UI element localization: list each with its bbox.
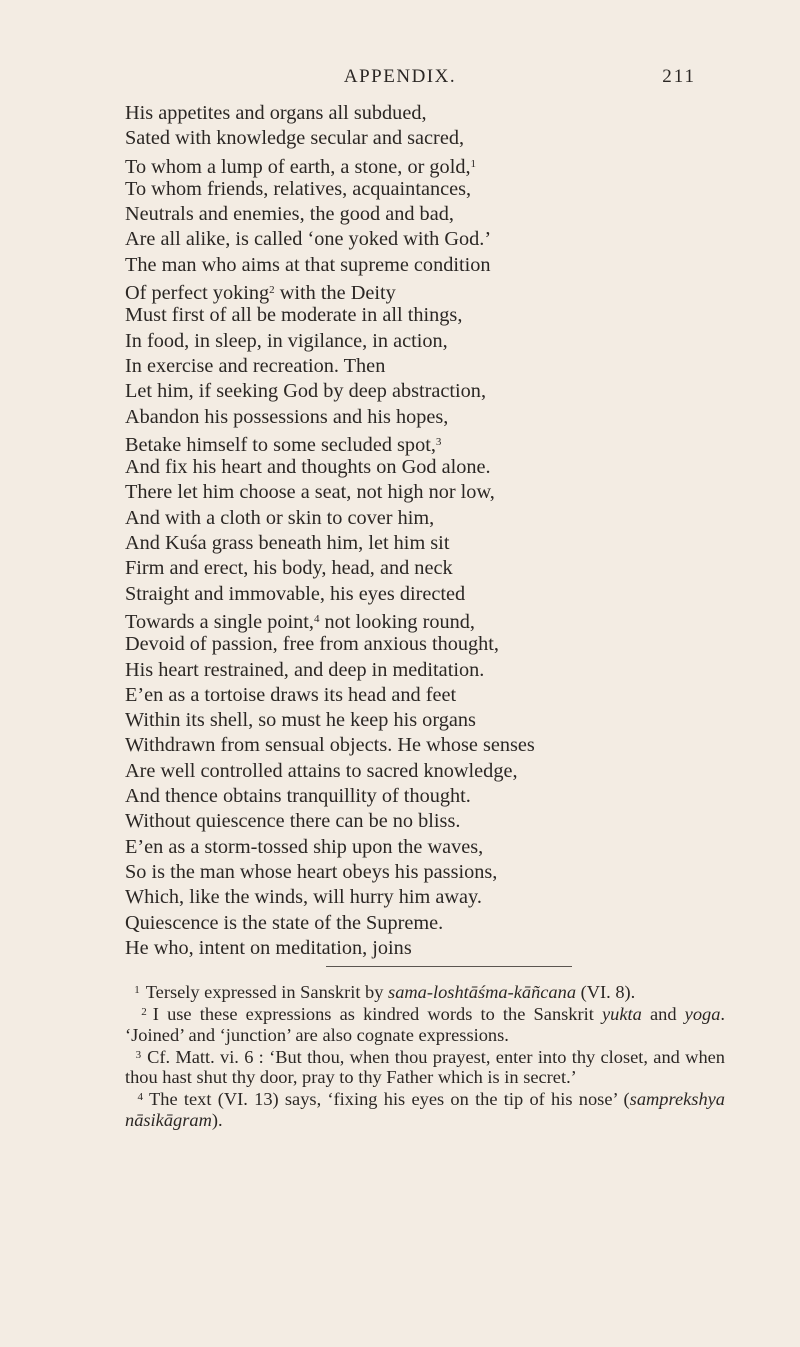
running-head — [0, 66, 800, 90]
verse-text: In exercise and recreation. Then — [125, 354, 386, 377]
verse-line — [125, 582, 745, 607]
verse-line — [125, 227, 745, 252]
verse-line — [125, 835, 745, 860]
verse-text: Must first of all be moderate in all things, — [125, 304, 463, 327]
verse-text: Firm and erect, his body, head, and neck — [125, 557, 453, 580]
footnote-text: ). — [211, 1109, 223, 1130]
verse-line — [125, 253, 745, 278]
verse-line — [125, 303, 745, 328]
verse-text: Sated with knowledge secular and sacred, — [125, 127, 465, 150]
footnotes — [125, 980, 725, 1130]
footnote-italic-term: yukta — [601, 1004, 642, 1025]
verse-line — [125, 708, 745, 733]
verse-line — [125, 480, 745, 505]
footnote — [125, 1002, 725, 1045]
verse-line — [125, 379, 745, 404]
verse-text: Within its shell, so must he keep his organs — [125, 709, 476, 732]
verse-line — [125, 101, 745, 126]
verse-text: There let him choose a seat, not high nor low, — [125, 481, 495, 504]
footnote-text: (VI. 8). — [576, 982, 636, 1002]
verse-line — [125, 177, 745, 202]
footnote — [125, 1087, 725, 1130]
footnote-marker: 3 — [135, 1048, 142, 1061]
footnote-text: I use these expressions as kindred words to the Sanskrit — [152, 1004, 602, 1025]
footnote — [125, 980, 725, 1002]
footnote-italic-term: yoga — [684, 1004, 721, 1025]
footnote-text: . ‘Joined’ and ‘junction’ are also cognate expressions. — [125, 1004, 726, 1045]
footnote-reference: 4 — [313, 612, 320, 625]
footnote-separator-rule — [326, 966, 572, 967]
verse-line — [125, 126, 745, 151]
verse-passage — [125, 101, 745, 961]
verse-text: Devoid of passion, free from anxious thought, — [125, 633, 500, 656]
footnote — [125, 1045, 725, 1088]
verse-text: Straight and immovable, his eyes directed — [125, 582, 466, 605]
verse-text: His heart restrained, and deep in meditation. — [125, 658, 485, 681]
verse-line — [125, 354, 745, 379]
verse-text: with the Deity — [274, 282, 396, 305]
verse-text: not looking round, — [319, 610, 475, 633]
verse-text: Withdrawn from sensual objects. He whose senses — [125, 734, 535, 757]
verse-line — [125, 885, 745, 910]
verse-line — [125, 152, 745, 177]
verse-line — [125, 784, 745, 809]
verse-line — [125, 860, 745, 885]
verse-text: Are all alike, is called ‘one yoked with God.’ — [125, 228, 492, 251]
footnote-reference: 2 — [269, 284, 275, 297]
verse-text: E’en as a tortoise draws its head and feet — [125, 683, 457, 706]
verse-line — [125, 405, 745, 430]
verse-text: To whom a lump of earth, a stone, or gold, — [125, 155, 471, 178]
footnote-marker: 1 — [134, 984, 140, 996]
verse-text: And fix his heart and thoughts on God alone. — [125, 456, 491, 479]
verse-text: The man who aims at that supreme condition — [125, 253, 491, 276]
verse-text: Of perfect yoking — [125, 282, 270, 305]
verse-line — [125, 683, 745, 708]
verse-line — [125, 809, 745, 834]
verse-line — [125, 556, 745, 581]
verse-line — [125, 607, 745, 632]
page-number: 211 — [662, 66, 696, 87]
verse-line — [125, 430, 745, 455]
verse-text: Which, like the winds, will hurry him away. — [125, 886, 482, 909]
verse-text: E’en as a storm-tossed ship upon the waves, — [125, 835, 484, 858]
verse-line — [125, 759, 745, 784]
verse-line — [125, 531, 745, 556]
verse-text: And with a cloth or skin to cover him, — [125, 506, 435, 529]
verse-line — [125, 506, 745, 531]
verse-text: So is the man whose heart obeys his passions, — [125, 860, 498, 883]
verse-text: Without quiescence there can be no bliss. — [125, 810, 461, 833]
verse-text: Are well controlled attains to sacred knowledge, — [125, 759, 518, 782]
footnote-marker: 4 — [137, 1091, 144, 1104]
footnote-reference: 3 — [435, 435, 442, 448]
footnote-text: and — [641, 1004, 685, 1025]
verse-text: Neutrals and enemies, the good and bad, — [125, 203, 454, 226]
verse-line — [125, 455, 745, 480]
verse-line — [125, 202, 745, 227]
verse-line — [125, 936, 745, 961]
verse-line — [125, 278, 745, 303]
verse-line — [125, 733, 745, 758]
verse-line — [125, 329, 745, 354]
verse-text: Quiescence is the state of the Supreme. — [125, 911, 444, 934]
running-title: APPENDIX. — [343, 66, 457, 87]
verse-line — [125, 632, 745, 657]
verse-line — [125, 911, 745, 936]
verse-text: Let him, if seeking God by deep abstraction, — [125, 380, 487, 403]
verse-text: And Kuśa grass beneath him, let him sit — [125, 532, 450, 555]
verse-text: He who, intent on meditation, joins — [125, 936, 412, 959]
footnote-reference: 1 — [470, 157, 477, 170]
footnote-text: Cf. Matt. vi. 6 : ‘But thou, when thou prayest, enter into thy closet, and when thou hast shut thy door, pray to thy Father which is in secret.’ — [125, 1046, 725, 1088]
footnote-italic-term: samprekshya nāsikāgram — [125, 1089, 725, 1130]
verse-text: And thence obtains tranquillity of thought. — [125, 785, 471, 808]
footnote-text: The text (VI. 13) says, ‘fixing his eyes on the tip of his nose’ ( — [149, 1089, 630, 1110]
verse-text: In food, in sleep, in vigilance, in action, — [125, 329, 448, 352]
verse-text: To whom friends, relatives, acquaintances, — [125, 177, 472, 200]
verse-line — [125, 658, 745, 683]
verse-text: Abandon his possessions and his hopes, — [125, 405, 449, 428]
footnote-italic-term: sama-loshtāśma-kāñcana — [388, 982, 577, 1002]
footnote-marker: 2 — [141, 1006, 147, 1019]
verse-text: Betake himself to some secluded spot, — [125, 433, 436, 456]
verse-text: His appetites and organs all subdued, — [125, 102, 427, 124]
verse-text: Towards a single point, — [125, 610, 314, 633]
footnote-text: Tersely expressed in Sanskrit by — [145, 982, 389, 1002]
